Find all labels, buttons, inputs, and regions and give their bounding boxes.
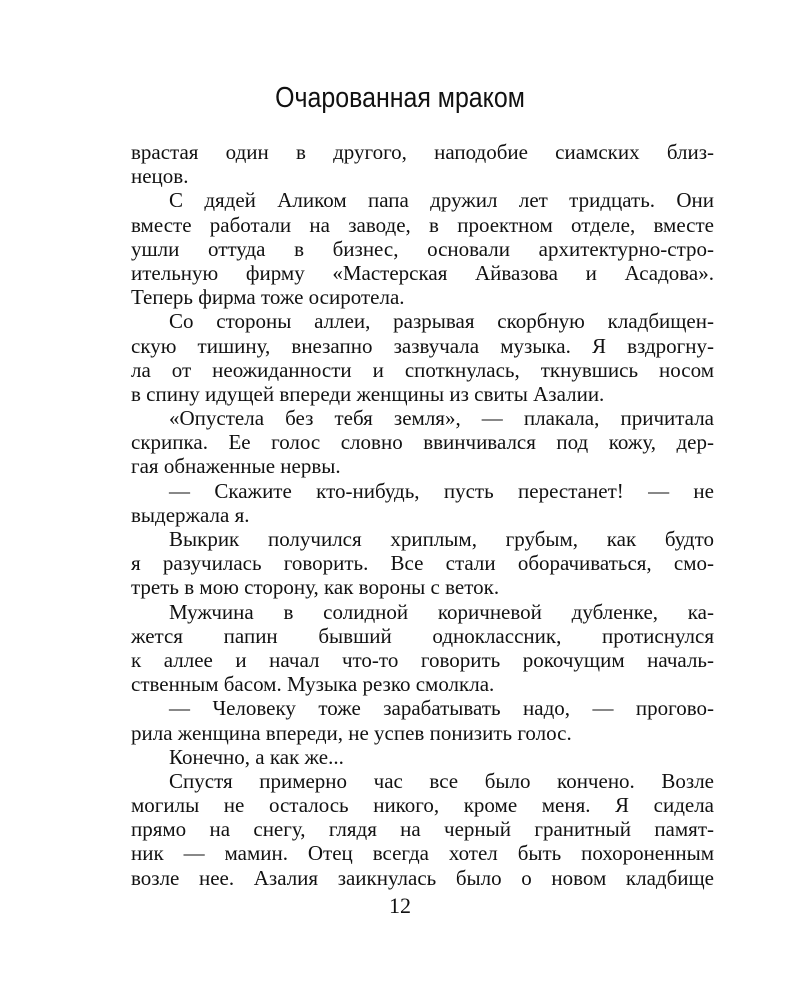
text-line: — Скажите кто-нибудь, пусть перестанет! — не xyxy=(169,478,714,503)
text-line: скрипка. Ее голос словно ввинчивался под кожу, дер- xyxy=(131,430,714,455)
text-line: ственным басом. Музыка резко смолкла. xyxy=(131,672,495,697)
body-text xyxy=(131,140,714,890)
text-line: ник — мамин. Отец всегда хотел быть похороненным xyxy=(131,841,714,866)
text-line: ла от неожиданности и споткнулась, ткнувшись носом xyxy=(131,357,714,382)
text-line: Конечно, а как же... xyxy=(169,744,344,769)
text-line: возле нее. Азалия заикнулась было о новом кладбище xyxy=(131,865,714,890)
text-line: Со стороны аллеи, разрывая скорбную кладбищен- xyxy=(169,309,714,334)
text-line: ительную фирму «Мастерская Айвазова и Асадова». xyxy=(131,260,714,285)
text-line: треть в мою сторону, как вороны с веток. xyxy=(131,575,500,600)
text-line: нецов. xyxy=(131,164,189,189)
text-line: в спину идущей впереди женщины из свиты Азалии. xyxy=(131,381,605,406)
text-line: жется папин бывший одноклассник, протиснулся xyxy=(131,623,714,648)
text-line: — Человеку тоже зарабатывать надо, — прогово- xyxy=(169,696,714,721)
text-line: я разучилась говорить. Все стали оборачиваться, смо- xyxy=(131,551,714,576)
text-line: выдержала я. xyxy=(131,502,250,527)
page-number: 12 xyxy=(389,893,411,918)
text-line: могилы не осталось никого, кроме меня. Я сидела xyxy=(131,793,714,818)
text-line: «Опустела без тебя земля», — плакала, причитала xyxy=(169,406,714,431)
text-line: гая обнаженные нервы. xyxy=(131,454,341,479)
text-line: Спустя примерно час все было кончено. Возле xyxy=(169,768,714,793)
text-line: врастая один в другого, наподобие сиамских близ- xyxy=(131,140,714,164)
text-line: скую тишину, внезапно зазвучала музыка. Я вздрогну- xyxy=(131,333,714,358)
text-line: Выкрик получился хриплым, грубым, как будто xyxy=(169,527,714,551)
text-line: к аллее и начал что-то говорить рокочущим началь- xyxy=(131,647,714,672)
running-header-title: Очарованная мраком xyxy=(275,82,525,114)
text-line: прямо на снегу, глядя на черный гранитный памят- xyxy=(131,817,714,842)
text-line: рила женщина впереди, не успев понизить голос. xyxy=(131,720,572,745)
text-line: Мужчина в солидной коричневой дубленке, ка- xyxy=(169,599,714,624)
text-line: Теперь фирма тоже осиротела. xyxy=(131,285,405,310)
text-line: ушли оттуда в бизнес, основали архитектурно-стро- xyxy=(131,236,714,261)
text-line: вместе работали на заводе, в проектном отделе, вместе xyxy=(131,212,714,237)
text-line: С дядей Аликом папа дружил лет тридцать. Они xyxy=(169,188,714,213)
